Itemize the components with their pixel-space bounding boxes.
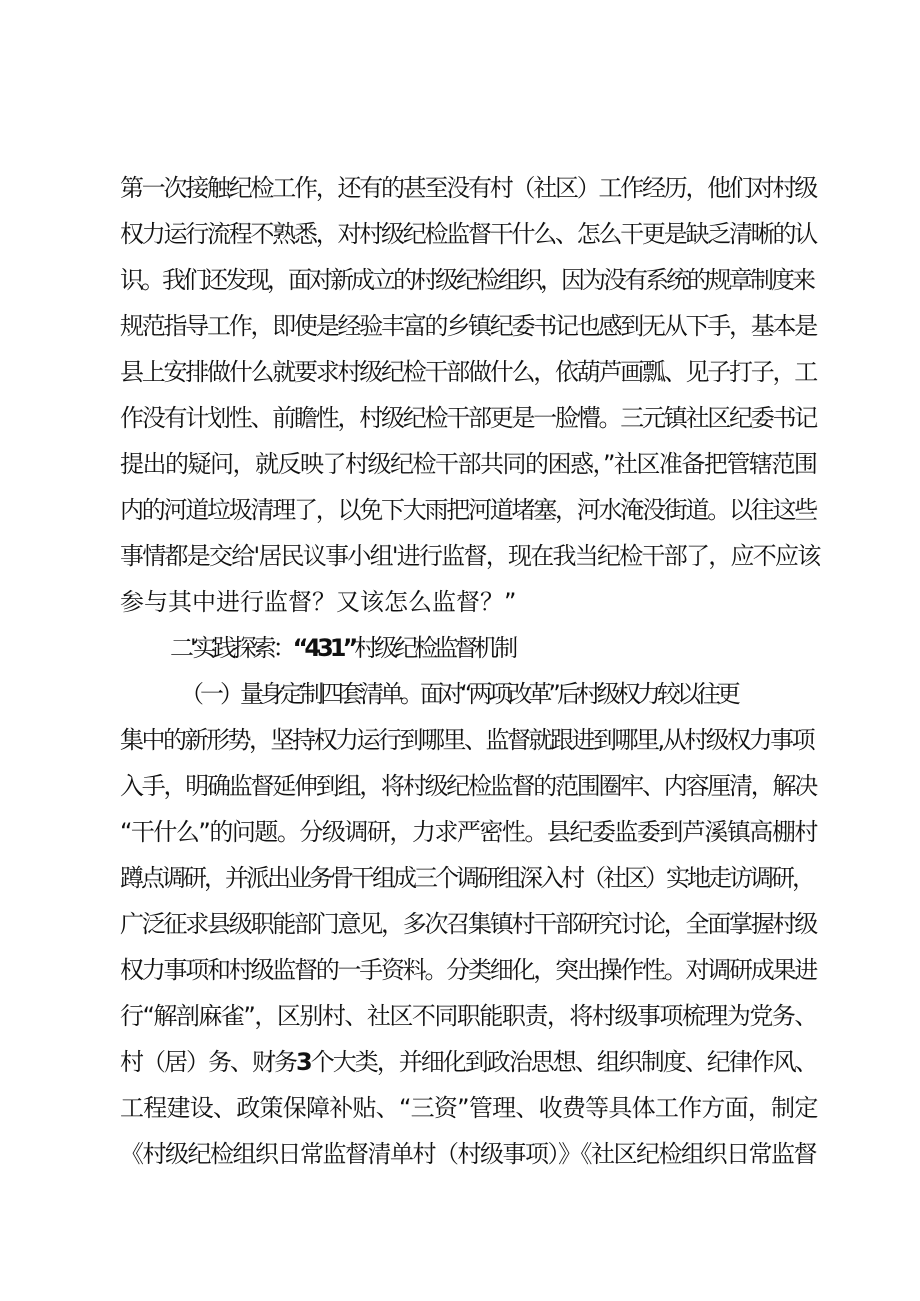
paragraph-line: 蹲点调研，并派出业务骨干组成三个调研组深入村（社区）实地走访调研， (120, 864, 813, 892)
body-line: 提出的疑问，就反映了村级纪检干部共同的困惑，”社区准备把管辖范围 (120, 450, 817, 478)
body-line: 参与其中进行监督？又该怎么监督？” (120, 588, 517, 616)
body-line: 事情都是交给'居民议事小组'进行监督，现在我当纪检干部了，应不应该 (120, 542, 820, 570)
paragraph-line: （一）量身定制四套清单。面对“两项改革”后村级权力较以往更 (180, 680, 737, 708)
body-line: 第一次接触纪检工作，还有的甚至没有村（社区）工作经历，他们对村级 (120, 174, 816, 202)
paragraph-line: 广泛征求县级职能部门意见，多次召集镇村干部研究讨论，全面掌握村级 (120, 910, 816, 938)
body-line: 权力运行流程不熟悉，对村级纪检监督干什么、怎么干更是缺乏清晰的认 (120, 220, 816, 248)
line-suffix: 个大类，并细化到政治思想、组织制度、纪律作风、 (310, 1048, 817, 1076)
line-prefix: 村（居）务、财务 (120, 1048, 296, 1076)
body-line: 内的河道垃圾清理了，以免下大雨把河道堵塞，河水淹没街道。以往这些 (120, 496, 816, 524)
paragraph-line: 工程建设、政策保障补贴、“三资”管理、收费等具体工作方面，制定 (120, 1094, 818, 1122)
section-heading (170, 628, 870, 668)
body-line: 作没有计划性、前瞻性，村级纪检干部更是一脸懵。三元镇社区纪委书记 (120, 404, 816, 432)
paragraph-line: 集中的新形势，坚持权力运行到哪里、监督就跟进到哪里,从村级权力事项 (120, 726, 814, 754)
section-heading-suffix: 村级纪检监督机制 (354, 634, 515, 662)
paragraph-line-with-bold (120, 1042, 820, 1082)
paragraph-line: 权力事项和村级监督的一手资料。分类细化，突出操作性。对调研成果进 (120, 956, 816, 984)
paragraph-line: 入手，明确监督延伸到组，将村级纪检监督的范围圈牢、内容厘清，解决 (120, 772, 816, 800)
body-line: 识。我们还发现，面对新成立的村级纪检组织，因为没有系统的规章制度来 (120, 266, 813, 294)
section-heading-bold: “431” (292, 634, 355, 662)
paragraph-line: 《村级纪检组织日常监督清单村（村级事项）》《社区纪检组织日常监督 (120, 1140, 816, 1168)
body-line: 规范指导工作，即使是经验丰富的乡镇纪委书记也感到无从下手，基本是 (120, 312, 816, 340)
paragraph-line: “干什么”的问题。分级调研，力求严密性。县纪委监委到芦溪镇高棚村 (120, 818, 817, 846)
paragraph-line: 行“解剖麻雀”，区别村、社区不同职能职责，将村级事项梳理为党务、 (120, 1002, 817, 1030)
line-bold-number: 3 (296, 1048, 311, 1076)
section-heading-prefix: 二'实践探索： (170, 634, 293, 662)
body-line: 县上安排做什么就要求村级纪检干部做什么，依葫芦画瓢、见子打子，工 (120, 358, 816, 386)
